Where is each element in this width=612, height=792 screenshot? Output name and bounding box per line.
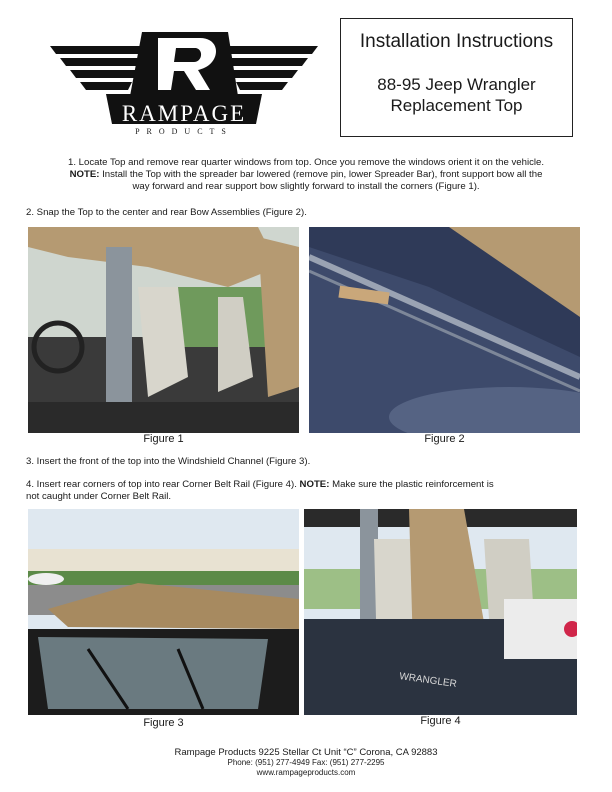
figure-4-photo [304, 509, 577, 715]
vehicle-title: 88-95 Jeep Wrangler [377, 75, 536, 94]
step-1-line-c: way forward and rear support bow slightly forward to install the corners (Figure 1). [132, 181, 480, 192]
step-4 [26, 479, 586, 503]
footer-phone: Phone: (951) 277-4949 Fax: (951) 277-2295 [227, 758, 385, 767]
figure-3-caption: Figure 3 [143, 717, 184, 729]
rampage-logo [50, 24, 318, 134]
step-1-line-a: 1. Locate Top and remove rear quarter windows from top. Once you remove the windows orient it on the vehicle. [67, 157, 545, 168]
step-1-line-b [20, 169, 592, 181]
logo-sub-text: PRODUCTS [135, 127, 233, 136]
step-1-note-text: Install the Top with the spreader bar lowered (remove pin, lower Spreader Bar), front support bow all the [99, 169, 543, 180]
figure-1-photo [28, 227, 299, 433]
step-4-note-label: NOTE: [299, 479, 330, 490]
logo-brand-text: RAMPAGE [121, 101, 247, 126]
footer-website: www.rampageproducts.com [256, 768, 356, 777]
figure-2-caption: Figure 2 [424, 433, 465, 445]
step-4-note-text: Make sure the plastic reinforcement is [329, 479, 494, 490]
footer-address: Rampage Products 9225 Stellar Ct Unit “C” Corona, CA 92883 [174, 747, 438, 758]
step-4-line-a [26, 479, 586, 491]
step-1 [20, 157, 592, 193]
step-1-note-label: NOTE: [69, 169, 100, 180]
title-box [340, 18, 573, 137]
figure-3-photo [28, 509, 299, 715]
wrangler-badge: WRANGLER [398, 671, 458, 691]
step-3: 3. Insert the front of the top into the Windshield Channel (Figure 3). [26, 456, 311, 467]
figure-2-photo [309, 227, 580, 433]
step-4-text: 4. Insert rear corners of top into rear Corner Belt Rail (Figure 4). [26, 479, 297, 490]
step-2: 2. Snap the Top to the center and rear Bow Assemblies (Figure 2). [26, 207, 307, 218]
doc-title: Installation Instructions [359, 31, 554, 52]
figure-4-caption: Figure 4 [420, 715, 461, 727]
product-title: Replacement Top [390, 96, 523, 115]
figure-1-caption: Figure 1 [143, 433, 184, 445]
step-4-line-c: not caught under Corner Belt Rail. [26, 491, 172, 502]
